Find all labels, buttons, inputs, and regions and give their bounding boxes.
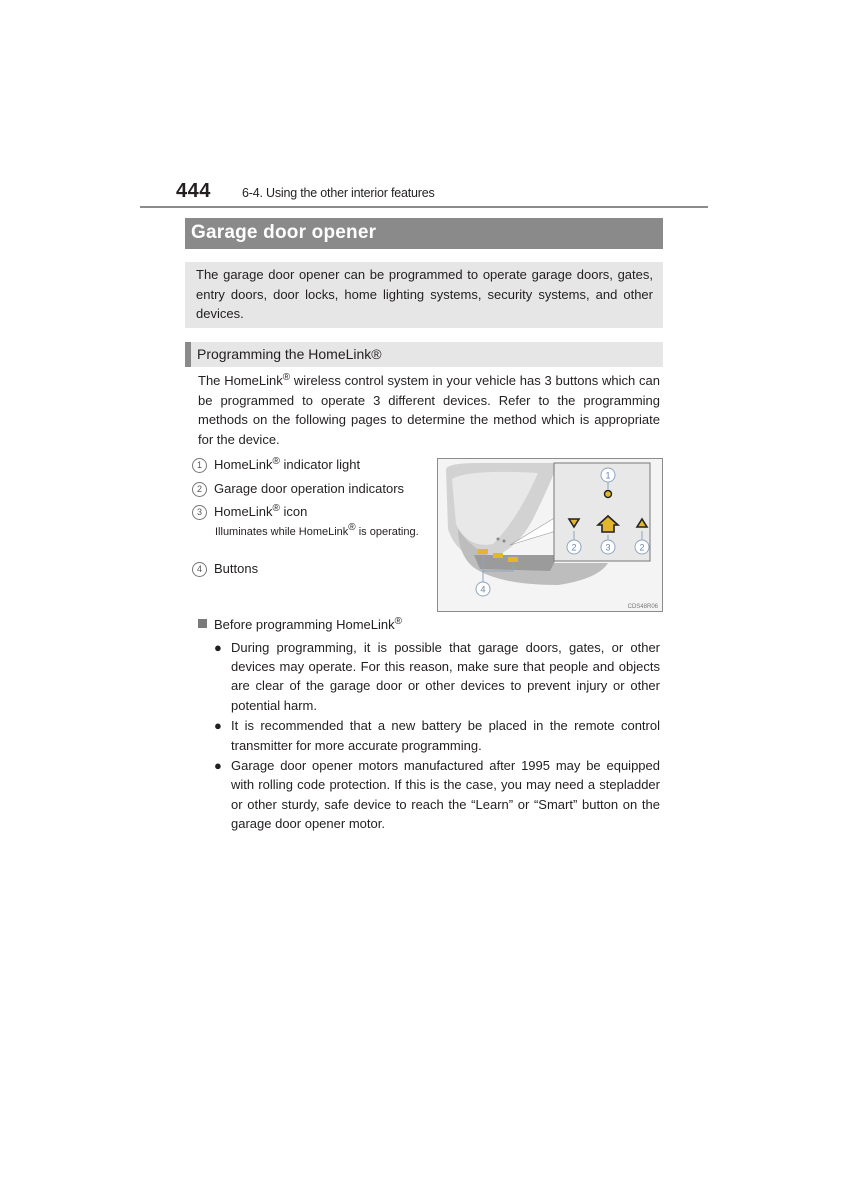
list-item-text: It is recommended that a new battery be placed in the remote control transmitter for more accurate programming. [231,718,660,753]
button-shape [508,557,518,562]
callout-label: 3 [605,542,611,553]
legend-label-suffix: indicator light [279,457,361,472]
registered-mark: ® [394,616,403,627]
legend-label: HomeLink [214,457,273,472]
registered-mark: ® [272,503,280,514]
homelink-description [198,371,660,449]
figure-code: CDS48R06 [627,604,658,610]
before-programming-heading [198,616,402,634]
legend-note-a: Illuminates while HomeLink [215,526,349,538]
list-item-text: Garage door opener motors manufactured after 1995 may be equipped with rolling code protection. If this is the case, you may need a stepladder or other sturdy, safe device to reach the “Learn” or “Smart” button on the garage door opener motor. [231,758,660,831]
registered-mark: ® [282,372,291,383]
callout-label: 2 [571,542,577,553]
indicator-light-icon [605,491,612,498]
intro-text: The garage door opener can be programmed to operate garage doors, gates, entry doors, door locks, home lighting systems, security systems, and other devices. [196,267,653,321]
bullet-icon: ● [214,718,222,734]
bullet-icon: ● [214,640,222,655]
callout-number: 2 [192,482,207,497]
legend-label: HomeLink [214,504,273,519]
bullet-icon: ● [214,758,222,774]
chapter-title: 6-4. Using the other interior features [242,186,435,200]
legend-item-4 [192,561,258,577]
callout-label: 1 [605,470,611,481]
callout-label: 2 [639,542,645,553]
legend-label: Buttons [214,561,259,576]
callout-number: 3 [192,505,207,520]
registered-mark: ® [371,346,382,362]
header-rule [140,206,708,208]
page-number: 444 [176,180,211,202]
precaution-list [214,638,660,835]
legend-label-suffix: icon [279,504,308,519]
button-shape [493,553,503,558]
list-item [214,638,660,715]
registered-mark: ® [272,456,280,467]
list-item-text: During programming, it is possible that garage doors, gates, or other devices may operate. For this reason, make sure that people and objects are clear of the garage door or other devices to prevent injury or other potential harm. [231,640,660,713]
button-shape [478,549,488,554]
callout-label: 4 [480,584,486,595]
subsection-title [185,342,663,367]
registered-mark: ® [348,522,356,533]
callout-number: 4 [192,562,207,577]
legend-item-3 [192,504,307,520]
homelink-figure [437,458,663,612]
section-title: Garage door opener [185,218,663,249]
before-programming-heading-text: Before programming HomeLink [214,617,395,632]
homelink-illustration [438,459,662,611]
list-item [214,756,660,833]
square-bullet-icon [198,619,207,628]
legend-item-2 [192,481,404,497]
legend-label: Garage door operation indicators [214,481,405,496]
legend-note [215,522,430,539]
subsection-title-text: Programming the HomeLink [197,346,372,362]
intro-box [185,262,663,328]
homelink-description-a: The HomeLink [198,373,283,388]
list-item [214,716,660,754]
homelink-description-b: wireless control system in your vehicle has 3 buttons which can be programmed to operate 3 different devices. Refer to the programming methods on the following pages to determine the method which is appropriate for the device. [198,373,660,447]
legend-item-1 [192,457,360,473]
legend-note-b: is operating. [355,526,419,538]
callout-number: 1 [192,458,207,473]
